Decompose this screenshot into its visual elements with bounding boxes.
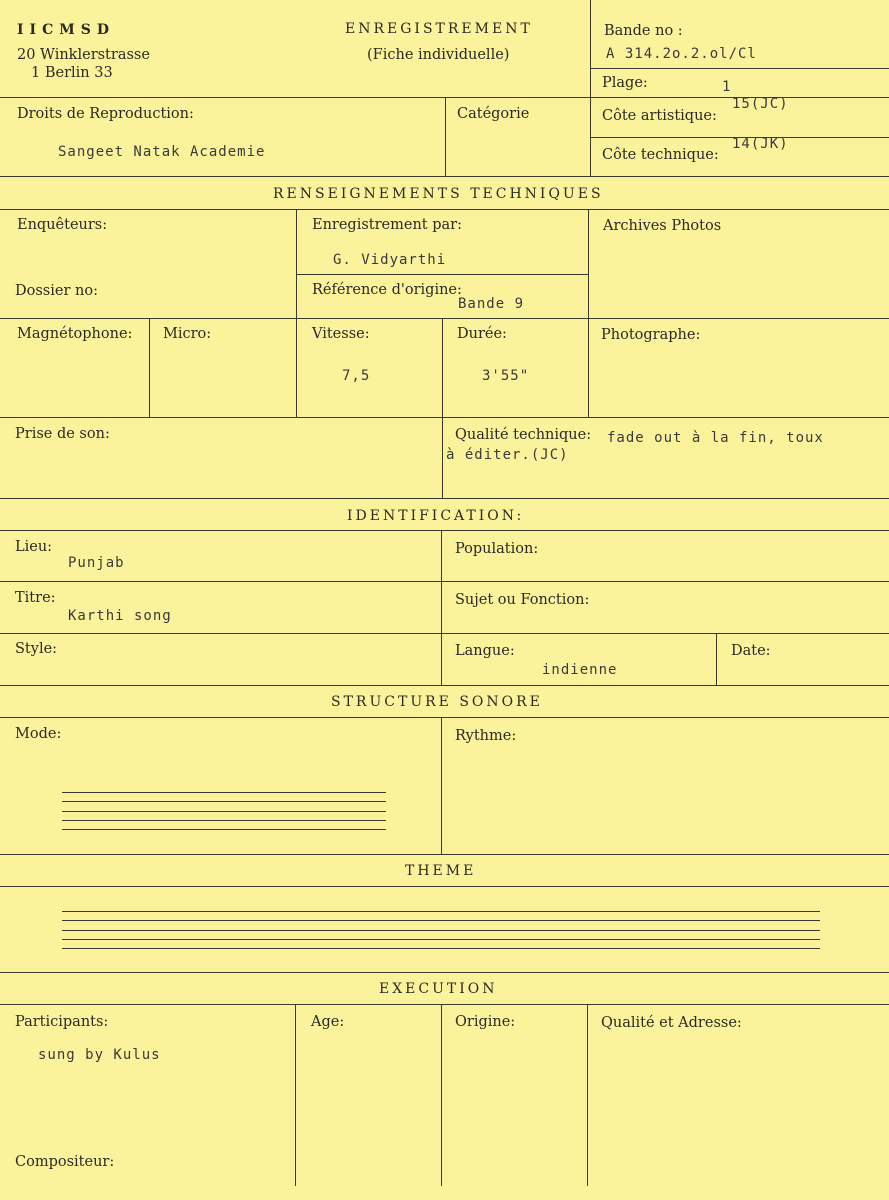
prise-bottom-line <box>0 498 889 499</box>
theme-bottom-line <box>0 972 889 973</box>
categorie-divider <box>445 97 446 176</box>
magnetophone-label: Magnétophone: <box>17 326 133 342</box>
droits-value: Sangeet Natak Academie <box>58 144 266 160</box>
enregistrement-par-label: Enregistrement par: <box>312 217 462 233</box>
vitesse-bottom-line <box>0 417 889 418</box>
mode-rule <box>62 811 386 812</box>
qualite-adresse-label: Qualité et Adresse: <box>601 1015 742 1031</box>
cote-technique-label: Côte technique: <box>602 147 719 163</box>
age-divider <box>295 1004 296 1186</box>
ident-divider <box>441 530 442 685</box>
tech-section-title: RENSEIGNEMENTS TECHNIQUES <box>273 186 604 202</box>
enqueteurs-label: Enquêteurs: <box>17 217 108 233</box>
droits-label: Droits de Reproduction: <box>17 106 194 122</box>
theme-rule <box>62 920 820 921</box>
titre-value: Karthi song <box>68 608 172 624</box>
dossier-label: Dossier no: <box>15 283 98 299</box>
execution-section-title: EXECUTION <box>379 981 498 997</box>
sujet-label: Sujet ou Fonction: <box>455 592 590 608</box>
tech-divider-b <box>588 209 589 417</box>
mode-rule <box>62 820 386 821</box>
population-label: Population: <box>455 541 539 557</box>
theme-title-line <box>0 886 889 887</box>
dossier-bottom-line <box>0 318 889 319</box>
plage-label: Plage: <box>602 75 648 91</box>
address-line-2: 1 Berlin 33 <box>31 65 113 81</box>
form-subtitle: (Fiche individuelle) <box>367 47 510 63</box>
archives-photos-label: Archives Photos <box>603 218 722 234</box>
mode-rule <box>62 829 386 830</box>
age-label: Age: <box>311 1014 345 1030</box>
cote-artistique-value: 15(JC) <box>732 96 789 112</box>
prise-de-son-label: Prise de son: <box>15 426 110 442</box>
identification-section-title: IDENTIFICATION: <box>347 508 525 524</box>
theme-rule <box>62 948 820 949</box>
theme-section-title: THEME <box>405 863 477 879</box>
header-divider <box>590 0 591 176</box>
micro-label: Micro: <box>163 326 212 342</box>
qualite-technique-value-1: fade out à la fin, toux <box>607 430 824 446</box>
mode-rule <box>62 792 386 793</box>
rights-bottom-line <box>0 176 889 177</box>
lieu-value: Punjab <box>68 555 125 571</box>
enregistrement-bottom-line <box>296 274 588 275</box>
qualite-technique-label: Qualité technique: <box>455 427 592 443</box>
qualite-divider <box>442 417 443 498</box>
qualite-adresse-divider <box>587 1004 588 1186</box>
duree-divider <box>442 318 443 417</box>
tech-divider-a <box>296 209 297 417</box>
tech-title-line <box>0 209 889 210</box>
rythme-label: Rythme: <box>455 728 517 744</box>
vitesse-label: Vitesse: <box>312 326 370 342</box>
titre-bottom-line <box>0 633 889 634</box>
style-bottom-line <box>0 685 889 686</box>
ident-title-line <box>0 530 889 531</box>
micro-divider <box>149 318 150 417</box>
org-logo: IICMSD <box>17 22 115 38</box>
address-line-1: 20 Winklerstrasse <box>17 47 150 63</box>
theme-rule <box>62 939 820 940</box>
duree-value: 3'55" <box>482 368 530 384</box>
cote-technique-value: 14(JK) <box>732 136 789 152</box>
mode-rule <box>62 801 386 802</box>
lieu-bottom-line <box>0 581 889 582</box>
plage-top-line <box>590 68 889 69</box>
origine-divider <box>441 1004 442 1186</box>
bande-label: Bande no : <box>604 23 683 39</box>
qualite-technique-value-2: à éditer.(JC) <box>446 447 569 463</box>
structure-divider <box>441 717 442 854</box>
bande-value: A 314.2o.2.ol/Cl <box>606 46 757 62</box>
style-label: Style: <box>15 641 58 657</box>
origine-label: Origine: <box>455 1014 516 1030</box>
structure-section-title: STRUCTURE SONORE <box>331 694 543 710</box>
lieu-label: Lieu: <box>15 539 53 555</box>
categorie-label: Catégorie <box>457 106 530 122</box>
execution-title-line <box>0 1004 889 1005</box>
theme-rule <box>62 911 820 912</box>
structure-bottom-line <box>0 854 889 855</box>
langue-label: Langue: <box>455 643 515 659</box>
reference-value: Bande 9 <box>458 296 525 312</box>
compositeur-label: Compositeur: <box>15 1154 115 1170</box>
vitesse-value: 7,5 <box>342 368 371 384</box>
cote-artistique-label: Côte artistique: <box>602 108 717 124</box>
titre-label: Titre: <box>15 590 56 606</box>
duree-label: Durée: <box>457 326 507 342</box>
mode-label: Mode: <box>15 726 62 742</box>
structure-title-line <box>0 717 889 718</box>
participants-label: Participants: <box>15 1014 109 1030</box>
langue-value: indienne <box>542 662 618 678</box>
photographe-label: Photographe: <box>601 327 701 343</box>
theme-rule <box>62 930 820 931</box>
reference-label: Référence d'origine: <box>312 282 462 298</box>
date-divider <box>716 633 717 685</box>
plage-value: 1 <box>722 79 732 95</box>
form-title: ENREGISTREMENT <box>345 21 533 37</box>
date-label: Date: <box>731 643 771 659</box>
enregistrement-par-value: G. Vidyarthi <box>333 252 447 268</box>
participants-value: sung by Kulus <box>38 1047 161 1063</box>
